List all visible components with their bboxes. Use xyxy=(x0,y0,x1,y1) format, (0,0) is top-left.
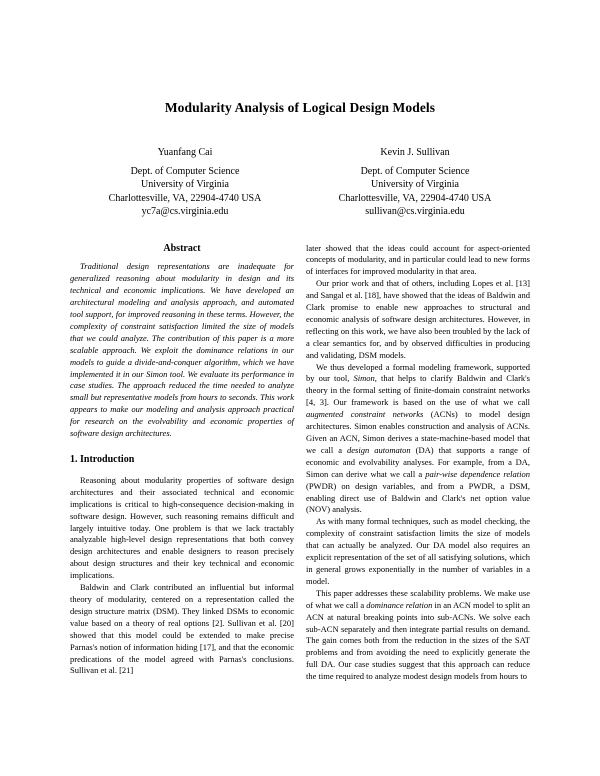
author-email: yc7a@cs.virginia.edu xyxy=(141,206,229,217)
emphasized-term: dominance relation xyxy=(366,599,433,610)
author-university: University of Virginia xyxy=(371,179,459,190)
author-email: sullivan@cs.virginia.edu xyxy=(365,206,465,217)
two-column-body xyxy=(70,243,530,684)
right-column xyxy=(306,243,530,684)
author-name: Kevin J. Sullivan xyxy=(380,147,450,158)
left-column xyxy=(70,243,294,684)
text-segment: We thus developed a formal modeling framework, supported by our tool, xyxy=(306,361,530,384)
section-heading-introduction: 1. Introduction xyxy=(70,454,135,465)
paragraph xyxy=(306,362,530,517)
emphasized-term: augmented constraint networks xyxy=(306,409,424,420)
text-segment: in an ACN model to split an ACN at natural breaking points into sub-ACNs. We solve each sub-ACN separately and then integrate partial results on demand. The gain comes both from the reduction in the sizes of the SAT problems and from avoiding the need to explicitly generate the full DA. Our case studies suggest that this approach can reduce the time required to analyze modest design models from hours to xyxy=(306,599,530,682)
text-segment: (PWDR) on design variables, and from a PWDR, a DSM, enabling direct use of Baldwin and Clark's net option value (NOV) analysis. xyxy=(306,480,530,515)
text-segment: later showed that the ideas could account for aspect-oriented concepts of modularity, and in particular could lead to new forms of interfaces for improved modularity in that area. xyxy=(306,242,530,277)
abstract-heading: Abstract xyxy=(163,242,201,254)
author-block-1 xyxy=(70,146,300,219)
emphasized-term: Simon xyxy=(353,373,375,384)
author-address: Charlottesville, VA, 22904-4740 USA xyxy=(108,192,262,204)
abstract-text: Traditional design representations are inadequate for generalized reasoning about modularity in design and its technical and economic implications. We have developed an architectural modeling and analysis approach, and automated tool support, for improved reasoning in these terms. However, the complexity of constraint satisfaction limited the size of models that we could analyze. The contribution of this paper is a more scalable approach. We exploit the dominance relations in our models to guide a divide-and-conquer algorithm, which we have implemented it in our Simon tool. We evaluate its performance in case studies. The approach reduced the time needed to analyze small but representative models from hours to seconds. This work appears to make our modeling and analysis approach practical for research on the evolvability and economic properties of software design architectures. xyxy=(70,261,294,439)
text-segment: (DA) that supports a range of economic and evolvability analyses. For example, from a DA, Simon can derive what we call a xyxy=(306,444,530,479)
paragraph xyxy=(306,278,530,361)
author-name: Yuanfang Cai xyxy=(157,147,213,158)
text-segment: (ACNs) to model design architectures. Simon enables construction and analysis of ACNs. Given an ACN, Simon derives a state-machine-based model that we call a xyxy=(306,409,531,455)
paragraph xyxy=(306,516,530,587)
text-segment: This paper addresses these scalability problems. We make use of what we call a xyxy=(306,587,530,610)
emphasized-term: design automaton xyxy=(347,444,411,455)
emphasized-term: pair-wise dependence relation xyxy=(425,468,530,479)
author-blocks xyxy=(70,146,530,219)
text-segment: Our prior work and that of others, including Lopes et al. [13] and Sangal et al. [18], have showed that the ideas of Baldwin and Clark promise to enable new approaches to structural and economic analysis of software design architectures. However, in reflecting on this work, we have also been troubled by the lack of a clear semantics for, and by observed difficulties in producing and validating, DSM models. xyxy=(306,278,530,360)
paragraph xyxy=(70,475,294,582)
paragraph xyxy=(306,588,530,683)
author-dept: Dept. of Computer Science xyxy=(130,165,240,177)
author-university: University of Virginia xyxy=(141,179,229,190)
right-column-paragraphs xyxy=(306,243,530,684)
text-segment: As with many formal techniques, such as model checking, the complexity of constraint satisfaction limits the size of models that can actually be analyzed. Our DA model also requires an explicit representation of the set of all satisfying solutions, which in general grows exponentially in the number of variables in a model. xyxy=(306,516,530,586)
paragraph xyxy=(70,582,294,677)
paragraph xyxy=(306,243,530,279)
paper-title: Modularity Analysis of Logical Design Models xyxy=(164,100,436,115)
text-segment: Baldwin and Clark contributed an influential but informal theory of modularity, centered on a representation called the design structure matrix (DSM). They linked DSMs to economic value based on a theory of real options [2]. Sullivan et al. [20] showed that this model could be extended to make precise Parnas's notion of information hiding [17], and that the economic predications of the model agreed with Parnas's conclusions. Sullivan et al. [21] xyxy=(70,582,294,676)
author-dept: Dept. of Computer Science xyxy=(360,165,470,177)
intro-paragraphs xyxy=(70,475,294,677)
author-address: Charlottesville, VA, 22904-4740 USA xyxy=(338,192,492,204)
author-block-2 xyxy=(300,146,530,219)
text-segment: , that helps to clarify Baldwin and Clark's theory in the formal setting of finite-domain constraint networks [4, 3]. Our framework is based on the use of what we call xyxy=(306,373,530,408)
text-segment: Reasoning about modularity properties of software design architectures and their associated technical and economic implications is critical to high-consequence decision-making in software design. However, such reasoning remains difficult and largely intuitive today. One problem is that we lack tractably analyzable high-level design representations that both convey design architectures and enable designers to reason precisely about design structures and their key technical and economic implications. xyxy=(70,474,294,581)
